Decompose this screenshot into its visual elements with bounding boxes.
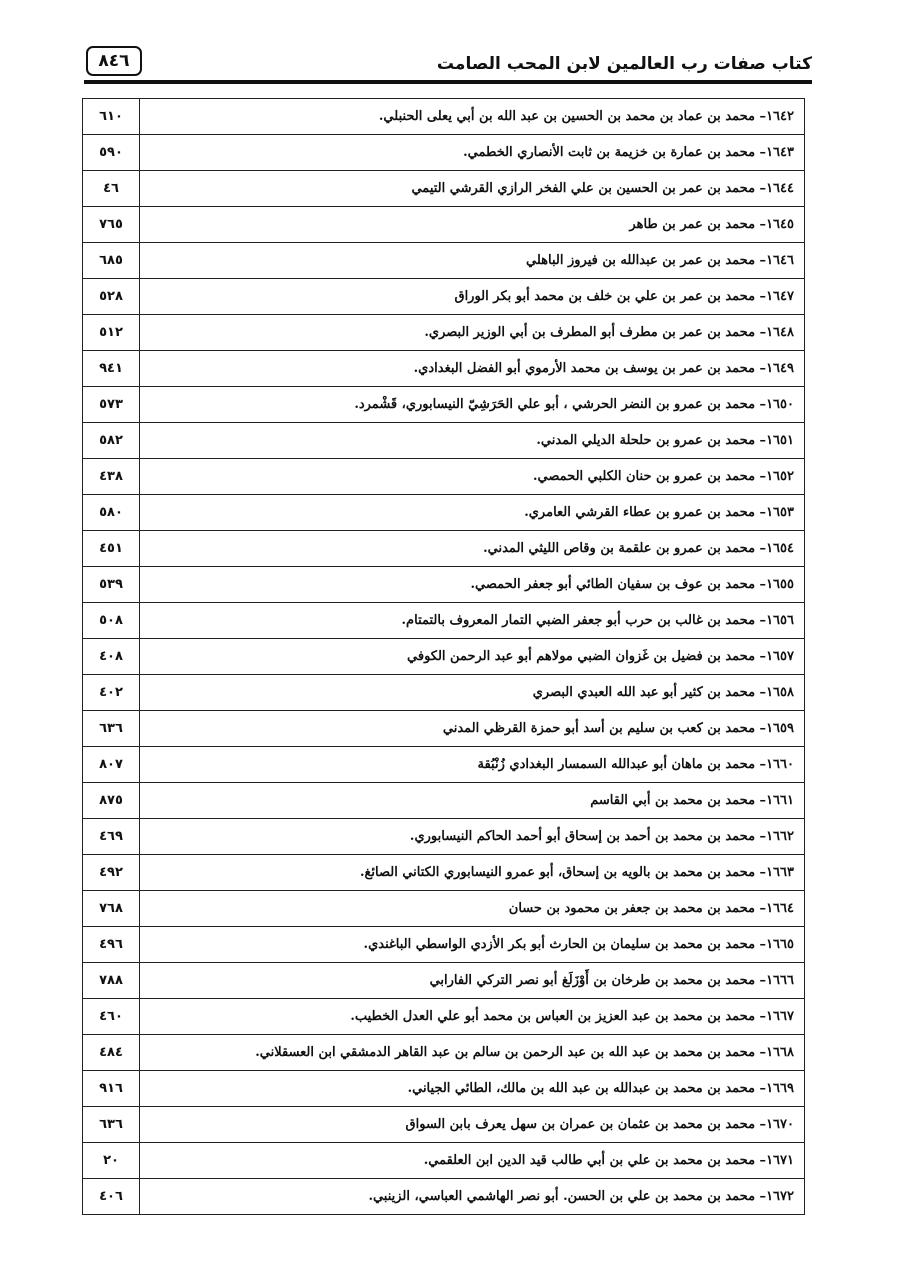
entry-page: ٤٨٤ (83, 1035, 140, 1071)
table-row (83, 315, 805, 351)
entry-name: ١٦٤٢– محمد بن عماد بن محمد بن الحسين بن عبد الله بن أبي يعلى الحنبلي. (140, 99, 805, 135)
table-row (83, 783, 805, 819)
table-row (83, 495, 805, 531)
entry-name: ١٦٥٢– محمد بن عمرو بن حنان الكلبي الحمصي. (140, 459, 805, 495)
entry-page: ٥٨٠ (83, 495, 140, 531)
table-row (83, 711, 805, 747)
book-title: كتاب صفات رب العالمين لابن المحب الصامت (436, 54, 812, 74)
entry-page: ٦١٠ (83, 99, 140, 135)
entry-page: ٩١٦ (83, 1071, 140, 1107)
entry-page: ٤٠٨ (83, 639, 140, 675)
entry-name: ١٦٤٣– محمد بن عمارة بن خزيمة بن ثابت الأنصاري الخطمي. (140, 135, 805, 171)
page-header (84, 40, 812, 80)
table-row (83, 603, 805, 639)
table-row (83, 1035, 805, 1071)
table-row (83, 639, 805, 675)
table-row (83, 99, 805, 135)
table-row (83, 567, 805, 603)
entry-page: ٤٣٨ (83, 459, 140, 495)
entry-name: ١٦٤٦– محمد بن عمر بن عبدالله بن فيروز الباهلي (140, 243, 805, 279)
table-row (83, 531, 805, 567)
entry-page: ٥٧٣ (83, 387, 140, 423)
table-row (83, 927, 805, 963)
table-row (83, 891, 805, 927)
entry-name: ١٦٥٥– محمد بن عوف بن سفيان الطائي أبو جعفر الحمصي. (140, 567, 805, 603)
entry-name: ١٦٦٠– محمد بن ماهان أبو عبدالله السمسار البغدادي زُنْبُقة (140, 747, 805, 783)
entry-page: ٤٦ (83, 171, 140, 207)
table-row (83, 819, 805, 855)
table-row (83, 459, 805, 495)
entry-page: ٤٠٦ (83, 1179, 140, 1215)
entry-name: ١٦٧١– محمد بن محمد بن علي بن أبي طالب قيد الدين ابن العلقمي. (140, 1143, 805, 1179)
table-row (83, 1143, 805, 1179)
entry-name: ١٦٦٥– محمد بن محمد بن سليمان بن الحارث أبو بكر الأزدي الواسطي الباغندي. (140, 927, 805, 963)
entry-page: ٥١٢ (83, 315, 140, 351)
entry-name: ١٦٥٦– محمد بن غالب بن حرب أبو جعفر الضبي التمار المعروف بالتمتام. (140, 603, 805, 639)
entry-page: ٢٠ (83, 1143, 140, 1179)
table-row (83, 1107, 805, 1143)
entry-page: ٨٠٧ (83, 747, 140, 783)
entry-name: ١٦٥٣– محمد بن عمرو بن عطاء القرشي العامري. (140, 495, 805, 531)
entry-page: ٧٦٨ (83, 891, 140, 927)
entry-name: ١٦٤٩– محمد بن عمر بن يوسف بن محمد الأرموي أبو الفضل البغدادي. (140, 351, 805, 387)
table-row (83, 963, 805, 999)
entry-name: ١٦٤٧– محمد بن عمر بن علي بن خلف بن محمد أبو بكر الوراق (140, 279, 805, 315)
entry-page: ٤٦٩ (83, 819, 140, 855)
entry-page: ٥٢٨ (83, 279, 140, 315)
table-row (83, 855, 805, 891)
table-row (83, 171, 805, 207)
entry-page: ٤٩٢ (83, 855, 140, 891)
table-row (83, 387, 805, 423)
entry-page: ٥٩٠ (83, 135, 140, 171)
entry-name: ١٦٥٤– محمد بن عمرو بن علقمة بن وقاص الليثي المدني. (140, 531, 805, 567)
table-row (83, 747, 805, 783)
entry-name: ١٦٦٣– محمد بن محمد بن بالويه بن إسحاق، أبو عمرو النيسابوري الكتاني الصائغ. (140, 855, 805, 891)
entry-name: ١٦٦٤– محمد بن محمد بن جعفر بن محمود بن حسان (140, 891, 805, 927)
entry-name: ١٦٥٠– محمد بن عمرو بن النضر الحرشي ، أبو علي الحَرَشِيّ النيسابوري، قَشْمرد. (140, 387, 805, 423)
header-rule (84, 80, 812, 84)
table-row (83, 999, 805, 1035)
entry-page: ٥٠٨ (83, 603, 140, 639)
entry-name: ١٦٥٩– محمد بن كعب بن سليم بن أسد أبو حمزة القرظي المدني (140, 711, 805, 747)
entry-name: ١٦٦٦– محمد بن محمد بن طرخان بن أَوْزَلَغ أبو نصر التركي الفارابي (140, 963, 805, 999)
entry-page: ٧٦٥ (83, 207, 140, 243)
table-row (83, 351, 805, 387)
entry-name: ١٦٥٨– محمد بن كثير أبو عبد الله العبدي البصري (140, 675, 805, 711)
entry-name: ١٦٥٧– محمد بن فضيل بن غَزوان الضبي مولاهم أبو عبد الرحمن الكوفي (140, 639, 805, 675)
entry-page: ٩٤١ (83, 351, 140, 387)
entry-page: ٧٨٨ (83, 963, 140, 999)
entry-page: ٤٩٦ (83, 927, 140, 963)
entry-page: ٤٠٢ (83, 675, 140, 711)
table-row (83, 1179, 805, 1215)
table-row (83, 423, 805, 459)
index-table (82, 98, 805, 1215)
entry-page: ٤٥١ (83, 531, 140, 567)
entry-page: ٦٣٦ (83, 711, 140, 747)
entry-name: ١٦٥١– محمد بن عمرو بن حلحلة الديلي المدني. (140, 423, 805, 459)
entry-name: ١٦٦٧– محمد بن محمد بن عبد العزيز بن العباس بن محمد أبو علي العدل الخطيب. (140, 999, 805, 1035)
entry-name: ١٦٦٩– محمد بن محمد بن عبدالله بن عبد الله بن مالك، الطائي الجياني. (140, 1071, 805, 1107)
entry-page: ٤٦٠ (83, 999, 140, 1035)
entry-page: ٦٨٥ (83, 243, 140, 279)
table-row (83, 135, 805, 171)
entry-name: ١٦٧٢– محمد بن محمد بن علي بن الحسن. أبو نصر الهاشمي العباسي، الزينبي. (140, 1179, 805, 1215)
index-table-body (83, 99, 805, 1215)
table-row (83, 243, 805, 279)
entry-page: ٨٧٥ (83, 783, 140, 819)
entry-name: ١٦٤٤– محمد بن عمر بن الحسين بن علي الفخر الرازي القرشي التيمي (140, 171, 805, 207)
table-row (83, 675, 805, 711)
entry-page: ٥٨٢ (83, 423, 140, 459)
table-row (83, 207, 805, 243)
entry-page: ٦٣٦ (83, 1107, 140, 1143)
table-row (83, 1071, 805, 1107)
entry-name: ١٦٤٨– محمد بن عمر بن مطرف أبو المطرف بن أبي الوزير البصري. (140, 315, 805, 351)
page-number-box: ٨٤٦ (86, 46, 142, 76)
entry-name: ١٦٦١– محمد بن محمد بن أبي القاسم (140, 783, 805, 819)
entry-name: ١٦٦٢– محمد بن محمد بن أحمد بن إسحاق أبو أحمد الحاكم النيسابوري. (140, 819, 805, 855)
entry-page: ٥٣٩ (83, 567, 140, 603)
entry-name: ١٦٧٠– محمد بن محمد بن عثمان بن عمران بن سهل يعرف بابن السواق (140, 1107, 805, 1143)
entry-name: ١٦٦٨– محمد بن محمد بن عبد الله بن عبد الرحمن بن سالم بن عبد القاهر الدمشقي ابن العسقلاني. (140, 1035, 805, 1071)
table-row (83, 279, 805, 315)
entry-name: ١٦٤٥– محمد بن عمر بن طاهر (140, 207, 805, 243)
